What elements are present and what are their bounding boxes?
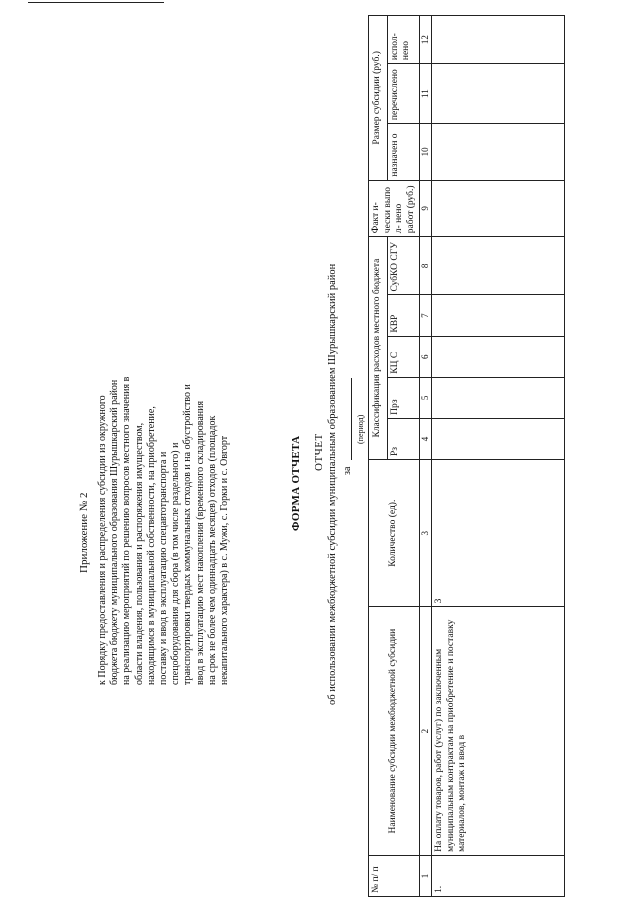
column-number-row bbox=[420, 16, 432, 897]
column-number: 10 bbox=[420, 124, 432, 181]
row-transferred bbox=[432, 64, 565, 124]
header-subsidy: Размер субсидии (руб.) bbox=[369, 16, 388, 181]
column-number: 12 bbox=[420, 16, 432, 64]
header-subkosgu: СубКО СГУ bbox=[387, 237, 419, 295]
appendix-line: некапитального характера) в с. Мужи, с. Горки и с. Овгорт bbox=[219, 435, 231, 685]
form-title: ФОРМА ОТЧЕТА bbox=[290, 435, 302, 531]
column-number: 11 bbox=[420, 64, 432, 124]
appendix-line: поставку и ввод в эксплуатацию спецавтотранспорта и bbox=[158, 451, 170, 685]
row-assigned bbox=[432, 124, 565, 181]
column-number: 6 bbox=[420, 336, 432, 377]
header-qty: Количество (ед). bbox=[369, 460, 420, 607]
header-fact: Факт и- чески выпо л- нено работ (руб.) bbox=[369, 180, 420, 237]
column-number: 3 bbox=[420, 460, 432, 607]
header-num: № п/ п bbox=[369, 855, 420, 896]
header-name: Наименование субсидии межбюджетной субсидии bbox=[369, 607, 420, 856]
report-table bbox=[368, 15, 565, 897]
row-prz bbox=[432, 377, 565, 418]
period-label: (период) bbox=[356, 414, 365, 444]
header-executed: испол- нено bbox=[387, 16, 419, 64]
row-name: На оплату товаров, работ (услуг) по заключенным муниципальным контрактам на приобретение и поставку материалов, монтаж и ввод в bbox=[432, 607, 565, 856]
column-number: 2 bbox=[420, 607, 432, 856]
header-kvr: КВР bbox=[387, 295, 419, 336]
appendix-text bbox=[97, 377, 231, 685]
column-number: 7 bbox=[420, 295, 432, 336]
header-prz: Прз bbox=[387, 377, 419, 418]
appendix-line: транспортировки твердых коммунальных отходов и на обустройство и bbox=[182, 384, 194, 685]
row-num: 1. bbox=[432, 855, 565, 896]
header-row bbox=[369, 16, 388, 897]
appendix-line: бюджета бюджету муниципального образования Шурышкарский район bbox=[109, 379, 121, 685]
header-rz: Рз bbox=[387, 418, 419, 459]
appendix-title: Приложение № 2 bbox=[78, 492, 90, 573]
period-input-line bbox=[351, 378, 352, 460]
appendix-line: к Порядку предоставления и распределения субсидии из окружного bbox=[97, 395, 108, 685]
appendix-line: на реализацию мероприятий по решению вопросов местного значения в bbox=[121, 376, 133, 685]
table-row bbox=[432, 16, 565, 897]
appendix-line: на срок не более чем одиннадцать месяцев) отходов (площадок bbox=[206, 415, 218, 685]
appendix-line: ввод в эксплуатацию мест накопления (временного складирования bbox=[194, 400, 206, 685]
report-title: ОТЧЕТ bbox=[313, 433, 325, 471]
header-kcs: КЦ С bbox=[387, 336, 419, 377]
period-prefix: за bbox=[342, 466, 353, 475]
column-number: 4 bbox=[420, 418, 432, 459]
row-executed bbox=[432, 16, 565, 64]
column-number: 1 bbox=[420, 855, 432, 896]
report-subtitle: об использовании межбюджетной субсидии муниципальным образованием Шурышкарский район bbox=[327, 263, 338, 705]
row-kcs bbox=[432, 336, 565, 377]
header-transferred: перечислено bbox=[387, 64, 419, 124]
row-fact bbox=[432, 180, 565, 237]
header-assigned: назначен о bbox=[387, 124, 419, 181]
column-number: 5 bbox=[420, 377, 432, 418]
column-number: 9 bbox=[420, 180, 432, 237]
row-rz bbox=[432, 418, 565, 459]
appendix-line: спецоборудования для сбора (в том числе раздельного) и bbox=[170, 442, 182, 685]
row-qty: 3 bbox=[432, 460, 565, 607]
header-classification: Классификация расходов местного бюджета bbox=[369, 237, 388, 460]
appendix-line: находящимся в муниципальной собственности, на приобретение, bbox=[145, 406, 157, 685]
appendix-line: области владения, пользования и распоряжения имуществом, bbox=[133, 422, 145, 685]
row-subkosgu bbox=[432, 237, 565, 295]
column-number: 8 bbox=[420, 237, 432, 295]
row-kvr bbox=[432, 295, 565, 336]
